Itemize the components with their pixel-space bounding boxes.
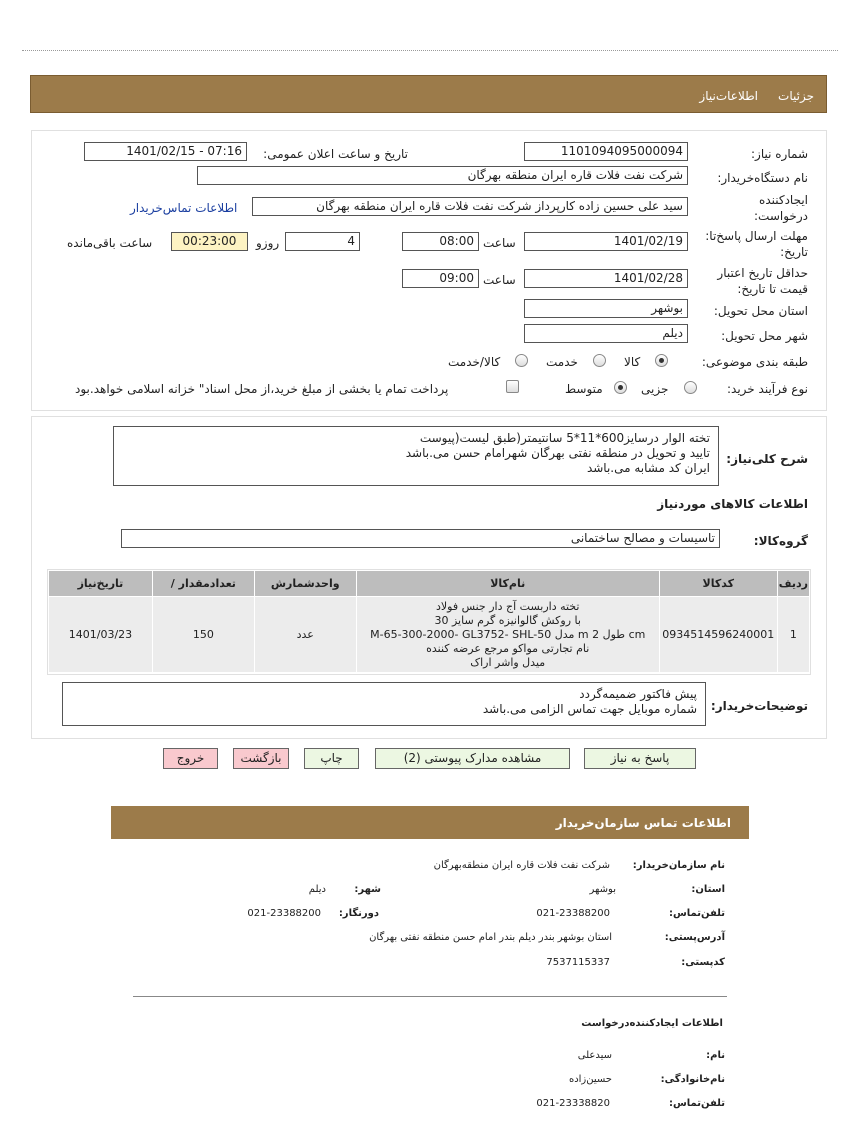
print-button[interactable]: چاپ bbox=[304, 748, 359, 769]
description-label: شرح کلی‌نیاز: bbox=[726, 452, 808, 466]
radio-goods[interactable] bbox=[655, 354, 668, 367]
radio-service-label: خدمت bbox=[546, 355, 578, 369]
col-unit: واحدشمارش bbox=[254, 571, 356, 597]
validity-time-field: 09:00 bbox=[402, 269, 479, 288]
org-name-label: نام سازمان‌خریدار: bbox=[632, 860, 725, 871]
process-label: نوع فرآیند خرید: bbox=[727, 382, 808, 396]
row-qty: 150 bbox=[152, 597, 254, 673]
org-contact-bar bbox=[111, 806, 749, 839]
row-date: 1401/03/23 bbox=[49, 597, 153, 673]
row-index: 1 bbox=[777, 597, 809, 673]
creator-phone-value: 021-23338820 bbox=[536, 1098, 610, 1109]
org-address-value: استان بوشهر بندر دیلم بندر امام حسن منطقه نفتی بهرگان bbox=[369, 932, 612, 943]
col-code: کدکالا bbox=[659, 571, 777, 597]
radio-medium-label: متوسط bbox=[565, 382, 603, 396]
attachments-button[interactable]: مشاهده مدارک پیوستی (2) bbox=[375, 748, 570, 769]
goods-group-field: تاسیسات و مصالح ساختمانی bbox=[121, 529, 720, 548]
creator-name-value: سیدعلی bbox=[577, 1050, 612, 1061]
buyer-contact-link[interactable]: اطلاعات تماس‌خریدار bbox=[130, 201, 238, 215]
deadline-label-2: تاریخ: bbox=[780, 245, 808, 259]
announce-label: تاریخ و ساعت اعلان عمومی: bbox=[263, 147, 408, 161]
description-line: ایران کد مشابه می.باشد bbox=[586, 461, 710, 475]
org-fax-value: 021-23388200 bbox=[247, 908, 321, 919]
creator-family-label: نام‌خانوادگی: bbox=[660, 1074, 725, 1085]
creator-family-value: حسین‌زاده bbox=[568, 1074, 612, 1085]
buyer-notes-line: شماره موبایل جهت تماس الزامی می.باشد bbox=[482, 702, 697, 716]
remaining-label: ساعت باقی‌مانده bbox=[67, 236, 153, 250]
row-unit: عدد bbox=[254, 597, 356, 673]
validity-label-1: حداقل تاریخ اعتبار bbox=[717, 266, 808, 280]
treasury-payment-note: پرداخت تمام یا بخشی از مبلغ خرید،از محل اسناد" خزانه اسلامی خواهد.بود bbox=[75, 382, 449, 396]
row-name-line: cm طول 2 m مدل M-65-300-2000- GL3752- SHL-50 bbox=[370, 627, 646, 641]
radio-minor[interactable] bbox=[684, 381, 697, 394]
description-line: تخته الوار درسایز600*11*5 سانتیمتر(طبق لیست(پیوست bbox=[419, 431, 710, 445]
org-name-value: شرکت نفت فلات قاره ایران منطقه‌بهرگان bbox=[433, 860, 610, 871]
buyer-org-label: نام دستگاه‌خریدار: bbox=[717, 171, 808, 185]
exit-button[interactable]: خروج bbox=[163, 748, 218, 769]
back-button[interactable]: بازگشت bbox=[233, 748, 289, 769]
announce-field: 1401/02/15 - 07:16 bbox=[84, 142, 247, 161]
row-name-line: تخته داربست آج دار جنس فولاد bbox=[435, 599, 580, 613]
org-fax-label: دورنگار: bbox=[338, 908, 379, 919]
org-province-label: استان: bbox=[691, 884, 725, 895]
deadline-label-1: مهلت ارسال پاسخ‌تا: bbox=[705, 229, 808, 243]
radio-goods-label: کالا bbox=[624, 355, 641, 369]
province-label: استان محل تحویل: bbox=[713, 304, 808, 318]
validity-label-2: قیمت تا تاریخ: bbox=[737, 282, 808, 296]
buyer-org-field: شرکت نفت فلات قاره ایران منطقه بهرگان bbox=[197, 166, 688, 185]
row-name-line: میدل واشر اراک bbox=[470, 655, 546, 669]
province-field: بوشهر bbox=[524, 299, 688, 318]
creator-name-label: نام: bbox=[706, 1050, 725, 1061]
category-label: طبقه بندی موضوعی: bbox=[701, 355, 808, 369]
header-bar bbox=[30, 75, 827, 113]
remaining-time-field: 00:23:00 bbox=[171, 232, 248, 251]
row-name bbox=[356, 597, 659, 673]
goods-table bbox=[48, 570, 810, 673]
row-name-line: نام تجارتی مواکو مرجع عرضه کننده bbox=[426, 641, 590, 655]
need-number-label: شماره نیاز: bbox=[751, 147, 808, 161]
days-field: 4 bbox=[285, 232, 360, 251]
description-line: تایید و تحویل در منطقه نفتی بهرگان شهرامام حسن می.باشد bbox=[405, 446, 710, 460]
row-code: 0934514596240001 bbox=[659, 597, 777, 673]
org-phone-label: تلفن‌تماس: bbox=[668, 908, 725, 919]
radio-goods-service[interactable] bbox=[515, 354, 528, 367]
tab-details[interactable]: جزئیات bbox=[778, 89, 814, 103]
org-city-value: دیلم bbox=[308, 884, 326, 895]
radio-minor-label: جزیی bbox=[641, 382, 669, 396]
org-contact-title: اطلاعات تماس سازمان‌خریدار bbox=[555, 816, 731, 830]
tab-need-info[interactable]: اطلاعات‌نیاز bbox=[699, 89, 758, 103]
radio-goods-service-label: کالا/خدمت bbox=[448, 355, 501, 369]
city-label: شهر محل تحویل: bbox=[721, 329, 808, 343]
buyer-notes-label: توضیحات‌خریدار: bbox=[710, 699, 808, 713]
creator-info-title: اطلاعات ایجادکننده‌درخواست bbox=[581, 1018, 723, 1029]
col-index: ردیف bbox=[777, 571, 809, 597]
buyer-notes-line: پیش فاکتور ضمیمه‌گردد bbox=[579, 687, 697, 701]
creator-phone-label: تلفن‌تماس: bbox=[668, 1098, 725, 1109]
contact-divider bbox=[133, 996, 727, 997]
col-qty: تعدادمقدار / bbox=[152, 571, 254, 597]
validity-time-label: ساعت bbox=[483, 273, 516, 287]
creator-label-1: ایجادکننده bbox=[759, 193, 808, 207]
col-date: تاریخ‌نیاز bbox=[49, 571, 153, 597]
buyer-notes-box bbox=[62, 682, 706, 726]
radio-service[interactable] bbox=[593, 354, 606, 367]
radio-medium[interactable] bbox=[614, 381, 627, 394]
days-label: روزو bbox=[256, 236, 280, 250]
description-box bbox=[113, 426, 719, 486]
org-city-label: شهر: bbox=[354, 884, 381, 895]
creator-label-2: درخواست: bbox=[754, 209, 808, 223]
top-divider bbox=[22, 50, 838, 51]
need-number-field: 1101094095000094 bbox=[524, 142, 688, 161]
treasury-payment-checkbox[interactable] bbox=[506, 380, 519, 393]
org-postal-value: 7537115337 bbox=[546, 957, 610, 968]
org-address-label: آدرس‌پستی: bbox=[664, 932, 725, 943]
col-name: نام‌کالا bbox=[356, 571, 659, 597]
table-row bbox=[49, 597, 810, 673]
deadline-date-field: 1401/02/19 bbox=[524, 232, 688, 251]
city-field: دیلم bbox=[524, 324, 688, 343]
org-province-value: بوشهر bbox=[589, 884, 616, 895]
org-phone-value: 021-23388200 bbox=[536, 908, 610, 919]
deadline-time-field: 08:00 bbox=[402, 232, 479, 251]
validity-date-field: 1401/02/28 bbox=[524, 269, 688, 288]
reply-button[interactable]: پاسخ به نیاز bbox=[584, 748, 696, 769]
creator-field: سید علی حسین زاده کارپرداز شرکت نفت فلات قاره ایران منطقه بهرگان bbox=[252, 197, 688, 216]
goods-section-title: اطلاعات کالاهای موردنیاز bbox=[657, 497, 808, 511]
deadline-time-label: ساعت bbox=[483, 236, 516, 250]
org-postal-label: کدپستی: bbox=[681, 957, 725, 968]
row-name-line: با روکش گالوانیزه گرم سایز 30 bbox=[434, 613, 581, 627]
goods-group-label: گروه‌کالا: bbox=[753, 534, 808, 548]
